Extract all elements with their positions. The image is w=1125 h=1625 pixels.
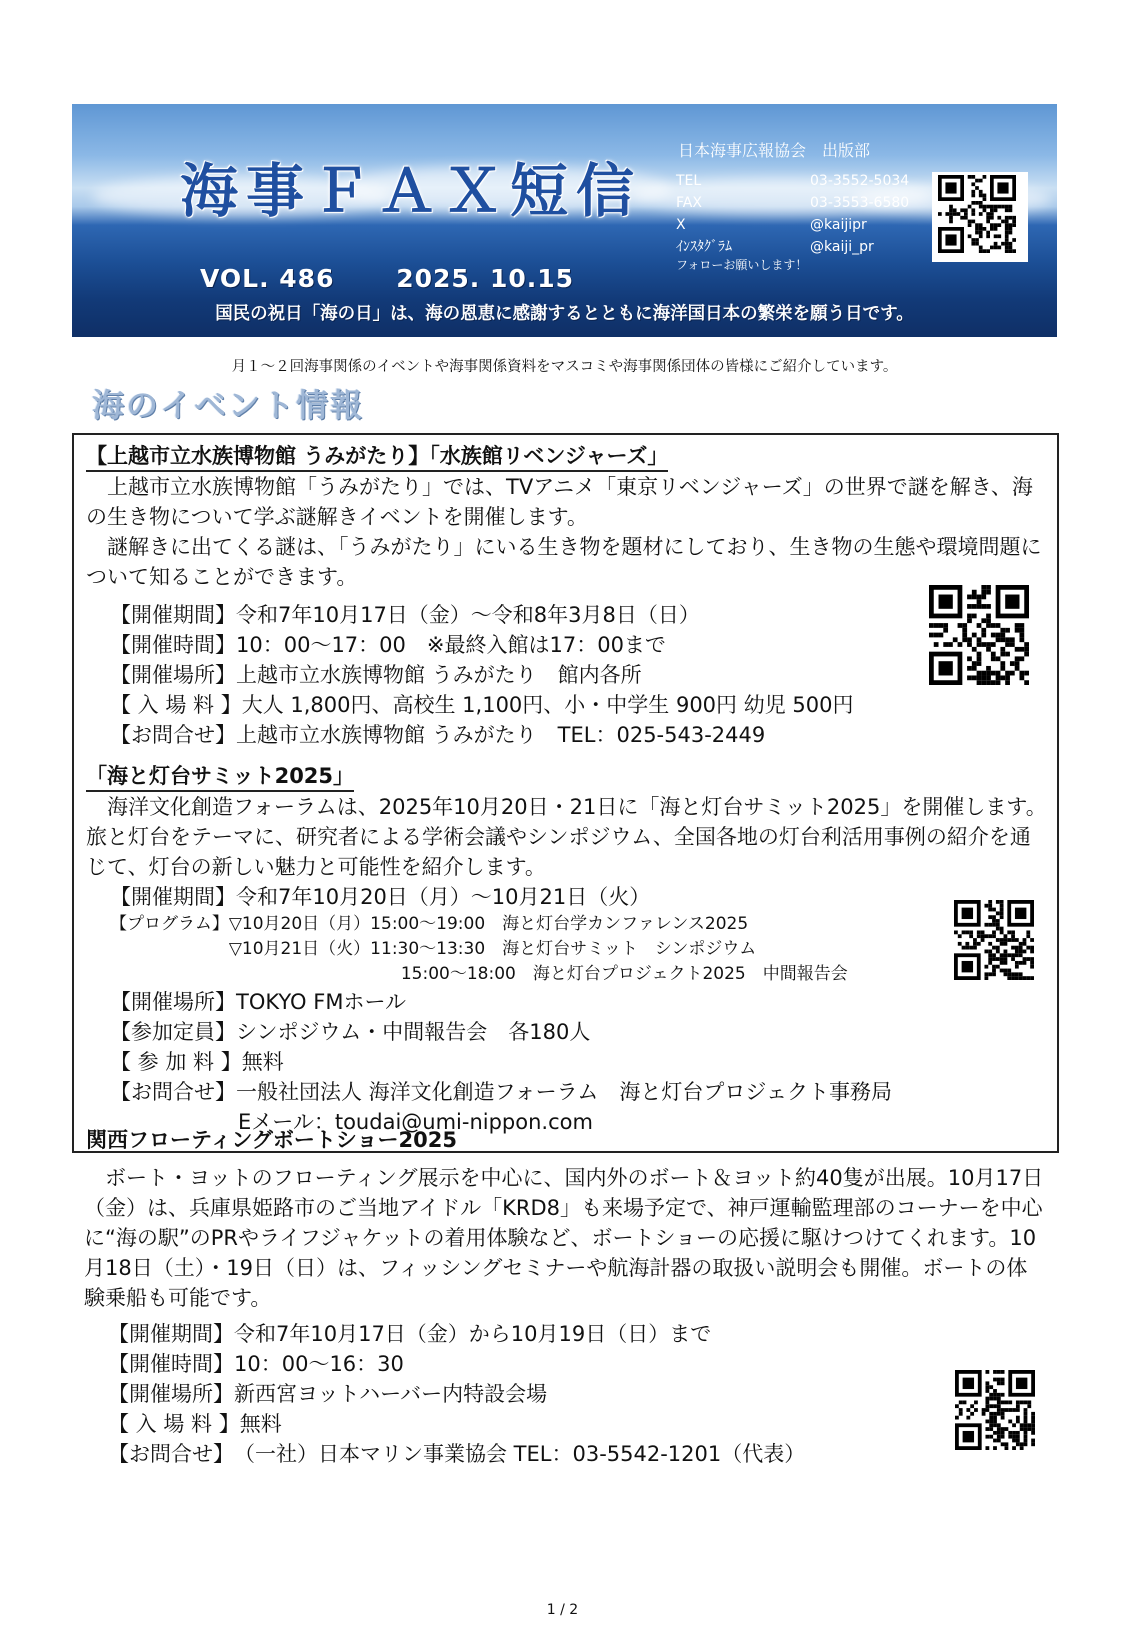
contact-email[interactable]: Eメール：toudai@umi-nippon.com [238,1110,593,1134]
events-box [72,433,1059,1153]
contact-x: X @kaijipr [676,217,867,233]
detail-row-period: 【開催期間】 令和7年10月17日（金）～令和8年3月8日（日） [110,603,700,627]
detail-row-capacity: 【参加定員】 シンポジウム・中間報告会 各180人 [110,1020,591,1044]
program-item: ▽10月20日（月）15:00～19:00 海と灯台学カンファレンス2025 [228,914,749,934]
volume-number: VOL. 486 [200,264,335,293]
detail-row-contact: 【お問合せ】 一般社団法人 海洋文化創造フォーラム 海と灯台プロジェクト事務局 [110,1080,892,1104]
event-title: 関西フローティングボートショー2025 [86,1128,457,1152]
detail-row-venue: 【開催場所】 新西宮ヨットハーバー内特設会場 [108,1382,548,1406]
detail-row-period: 【開催期間】 令和7年10月17日（金）から10月19日（日）まで [108,1322,712,1346]
event-1 [86,441,1047,750]
issue-date: 2025. 10.15 [396,264,575,293]
contact-instagram: ｲﾝｽﾀｸﾞﾗﾑ @kaiji_pr [676,239,874,255]
header-qr-code[interactable] [932,172,1028,262]
detail-row-venue: 【開催場所】 上越市立水族博物館 うみがたり 館内各所 [110,663,642,687]
event-description: 海洋文化創造フォーラムは、2025年10月20日・21日に「海と灯台サミット2025」を開催します。旅と灯台をテーマに、研究者による学術会議やシンポジウム、全国各地の灯台利活用事例の紹介を通じて、灯台の新しい魅力と可能性を紹介します。 [86,795,1047,879]
detail-row-period: 【開催期間】 令和7年10月20日（月）～10月21日（火） [110,885,651,909]
program-block: 【プログラム】 ▽10月20日（月）15:00～19:00 海と灯台学カンファレンス2025 ▽10月21日（火）11:30～13:30 海と灯台サミット シンポジウム 15:00～18:00 海と灯台プロジェクト2025 中間報告会 [110,912,1047,987]
event-description: ボート・ヨットのフローティング展示を中心に、国内外のボート＆ヨット約40隻が出展。10月17日（金）は、兵庫県姫路市のご当地アイドル「KRD8」も来場予定で、神戸運輸監理部のコーナーを中心に“海の駅”のPRやライフジャケットの着用体験など、ボートショーの応援に駆けつけてくれます。10月18日（土）・19日（日）は、フィッシングセミナーや航海計器の取扱い説明会も開催。ボートの体験乗船も可能です。 [84,1166,1044,1310]
section-heading: 海のイベント情報 [92,386,365,424]
detail-row-fee: 【 参 加 料 】 無料 [110,1050,284,1074]
detail-row-time: 【開催時間】 10：00～17：00 ※最終入館は17：00まで [110,633,666,657]
event-2-qr-code[interactable] [954,900,1034,980]
contact-list [676,170,909,258]
detail-row-admission: 【 入 場 料 】 無料 [108,1412,282,1436]
contact-fax: FAX 03-3553-6580 [676,195,910,211]
detail-row-contact: 【お問合せ】 上越市立水族博物館 うみがたり TEL：025-543-2449 [110,723,766,747]
program-item: 15:00～18:00 海と灯台プロジェクト2025 中間報告会 [400,964,848,984]
detail-row-venue: 【開催場所】 TOKYO FMホール [110,990,407,1014]
program-item: ▽10月21日（火）11:30～13:30 海と灯台サミット シンポジウム [228,939,757,959]
detail-row-admission: 【 入 場 料 】 大人 1,800円、高校生 1,100円、小・中学生 900円 幼児 500円 [110,693,854,717]
event-3-body [84,1163,1044,1469]
detail-row-time: 【開催時間】 10：00～16：30 [108,1352,404,1376]
page-number: 1 / 2 [546,1602,579,1618]
publisher-name: 日本海事広報協会 出版部 [678,141,871,160]
event-description: 上越市立水族博物館「うみがたり」では、TVアニメ「東京リベンジャーズ」の世界で謎を解き、海の生き物について学ぶ謎解きイベントを開催します。 [86,475,1033,529]
intro-text: 月１～２回海事関係のイベントや海事関係資料をマスコミや海事関係団体の皆様にご紹介しています。 [231,359,898,375]
event-1-qr-code[interactable] [929,585,1029,685]
header-banner [72,104,1057,337]
contact-tel: TEL 03-3552-5034 [676,173,910,189]
follow-note: フォローお願いします！ [676,258,808,272]
detail-row-contact: 【お問合せ】 （一社）日本マリン事業協会 TEL：03-5542-1201（代表） [108,1442,806,1466]
event-3 [86,1125,1047,1155]
issue-info [200,264,626,293]
newsletter-title: 海事ＦＡＸ短信 [180,157,643,225]
event-description: 謎解きに出てくる謎は、「うみがたり」にいる生き物を題材にしており、生き物の生態や環境問題について知ることができます。 [86,535,1042,589]
event-title: 【上越市立水族博物館 うみがたり】「水族館リベンジャーズ」 [86,443,668,472]
slogan: 国民の祝日「海の日」は、海の恩恵に感謝するとともに海洋国日本の繁栄を願う日です。 [215,304,914,324]
event-3-qr-code[interactable] [955,1370,1035,1450]
event-title: 「海と灯台サミット2025」 [86,763,354,792]
event-2 [86,761,1047,1137]
